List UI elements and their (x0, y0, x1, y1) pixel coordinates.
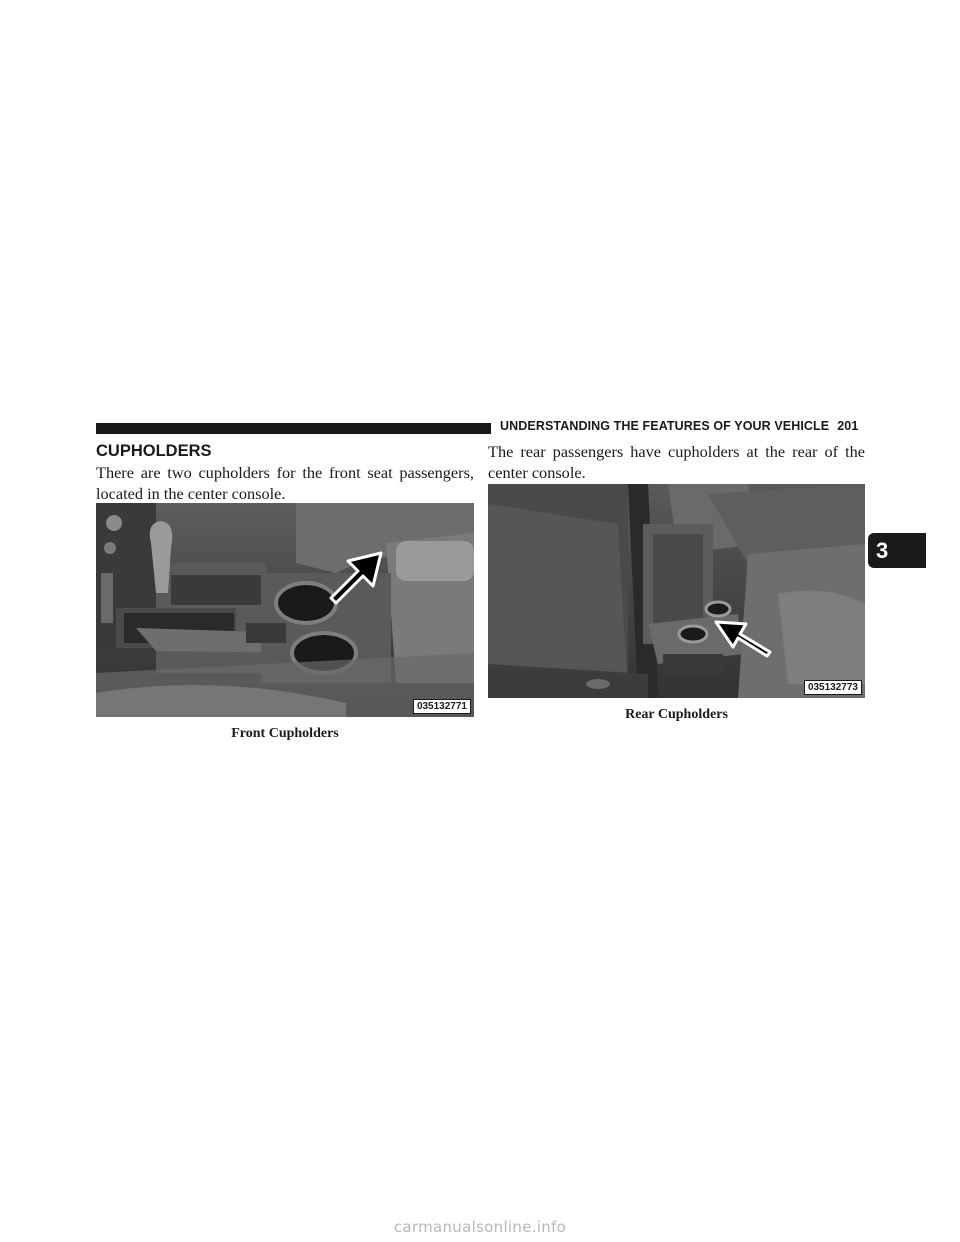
front-figure-caption: Front Cupholders (231, 726, 339, 741)
chapter-tab: 3 (868, 533, 926, 568)
watermark: carmanualsonline.info (393, 1218, 567, 1236)
running-header (500, 419, 858, 433)
page-number: 201 (837, 419, 859, 433)
rear-cupholders-image (488, 484, 865, 698)
front-figure-code: 035132771 (413, 699, 471, 714)
rear-console-illustration (488, 484, 865, 698)
section-title: CUPHOLDERS (96, 442, 212, 460)
rear-figure-caption: Rear Cupholders (625, 707, 728, 722)
rear-cupholders-paragraph: The rear passengers have cupholders at the rear of the center console. (488, 442, 865, 482)
header-section-title: UNDERSTANDING THE FEATURES OF YOUR VEHICLE (500, 419, 830, 433)
front-console-illustration (96, 503, 474, 717)
rear-figure-code: 035132773 (804, 680, 862, 695)
front-cupholders-paragraph: There are two cupholders for the front seat passengers, located in the center console. (96, 463, 474, 503)
front-cupholders-image (96, 503, 474, 717)
header-rule (96, 423, 491, 434)
